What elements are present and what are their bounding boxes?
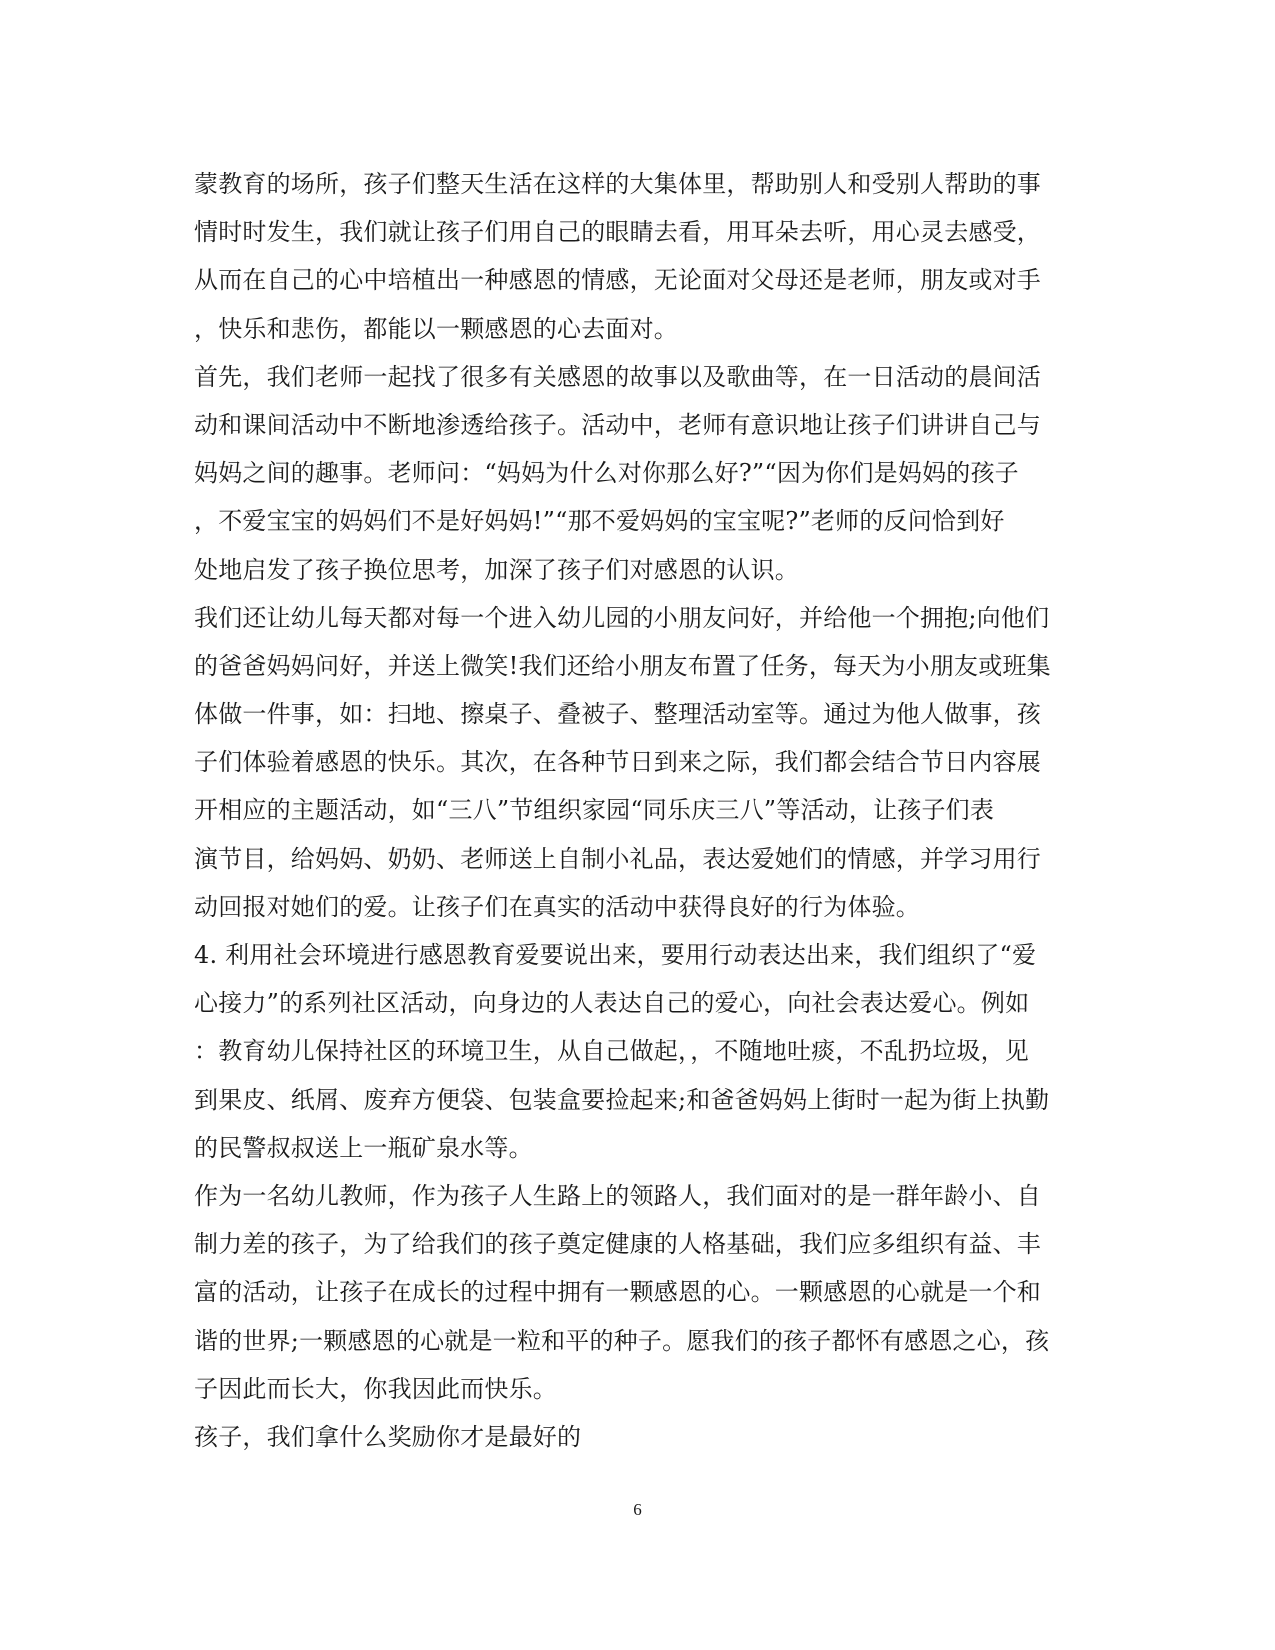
text-line: 谐的世界;一颗感恩的心就是一粒和平的种子。愿我们的孩子都怀有感恩之心，孩 — [194, 1326, 1050, 1355]
text-line: 心接力”的系列社区活动，向身边的人表达自己的爱心，向社会表达爱心。例如 — [194, 989, 1030, 1018]
text-line: 作为一名幼儿教师，作为孩子人生路上的领路人，我们面对的是一群年龄小、自 — [194, 1181, 1041, 1210]
text-line: 处地启发了孩子换位思考，加深了孩子们对感恩的认识。 — [194, 555, 799, 584]
text-line: ：教育幼儿保持社区的环境卫生，从自己做起，，不随地吐痰，不乱扔垃圾，见 — [194, 1037, 1029, 1066]
text-line: 的民警叔叔送上一瓶矿泉水等。 — [194, 1133, 533, 1162]
text-line: 我们还让幼儿每天都对每一个进入幼儿园的小朋友问好，并给他一个拥抱;向他们 — [194, 603, 1050, 632]
page-number: 6 — [633, 1500, 642, 1519]
text-line: 孩子，我们拿什么奖励你才是最好的 — [194, 1422, 582, 1451]
text-line: ，快乐和悲伤，都能以一颗感恩的心去面对。 — [194, 314, 678, 343]
text-line: 4. 利用社会环境进行感恩教育爱要说出来，要用行动表达出来，我们组织了“爱 — [194, 941, 1037, 969]
text-line: 动回报对她们的爱。让孩子们在真实的活动中获得良好的行为体验。 — [194, 892, 920, 921]
text-line: 制力差的孩子，为了给我们的孩子奠定健康的人格基础，我们应多组织有益、丰 — [194, 1230, 1041, 1259]
text-line: 妈妈之间的趣事。老师问：“妈妈为什么对你那么好?”“因为你们是妈妈的孩子 — [194, 459, 1019, 488]
text-line: 首先，我们老师一起找了很多有关感恩的故事以及歌曲等，在一日活动的晨间活 — [194, 362, 1041, 391]
text-line: 体做一件事，如：扫地、擦桌子、叠被子、整理活动室等。通过为他人做事，孩 — [194, 700, 1041, 729]
text-line: 开相应的主题活动，如“三八”节组织家园“同乐庆三八”等活动，让孩子们表 — [194, 796, 995, 825]
text-line: 子们体验着感恩的快乐。其次，在各种节日到来之际，我们都会结合节日内容展 — [194, 748, 1041, 777]
text-line: 动和课间活动中不断地渗透给孩子。活动中，老师有意识地让孩子们讲讲自己与 — [194, 410, 1041, 439]
text-line: 到果皮、纸屑、废弃方便袋、包装盒要捡起来;和爸爸妈妈上街时一起为街上执勤 — [194, 1085, 1050, 1114]
text-line: 从而在自己的心中培植出一种感恩的情感，无论面对父母还是老师，朋友或对手 — [194, 266, 1041, 295]
text-line: 子因此而长大，你我因此而快乐。 — [194, 1374, 557, 1403]
text-line: 情时时发生，我们就让孩子们用自己的眼睛去看，用耳朵去听，用心灵去感受， — [194, 218, 1041, 247]
body-text — [194, 160, 1084, 1461]
text-line: ，不爱宝宝的妈妈们不是好妈妈!”“那不爱妈妈的宝宝呢?”老师的反问恰到好 — [194, 507, 1005, 536]
text-line: 富的活动，让孩子在成长的过程中拥有一颗感恩的心。一颗感恩的心就是一个和 — [194, 1278, 1041, 1307]
text-line: 蒙教育的场所，孩子们整天生活在这样的大集体里，帮助别人和受别人帮助的事 — [194, 170, 1041, 198]
text-line: 演节目，给妈妈、奶奶、老师送上自制小礼品，表达爱她们的情感，并学习用行 — [194, 844, 1041, 873]
text-line: 的爸爸妈妈问好，并送上微笑!我们还给小朋友布置了任务，每天为小朋友或班集 — [194, 651, 1051, 680]
